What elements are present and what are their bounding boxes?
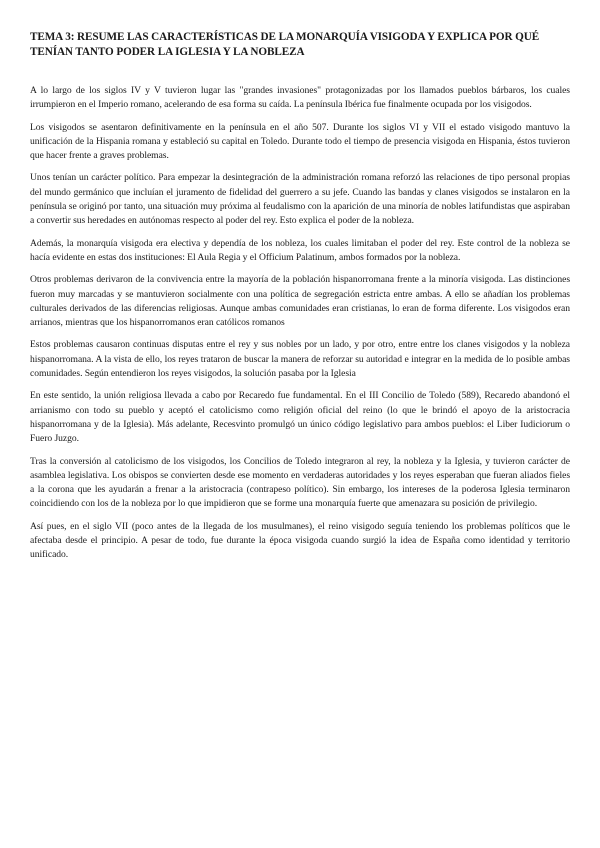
paragraph: A lo largo de los siglos IV y V tuvieron lugar las "grandes invasiones" protagonizadas por los llamados pueblos bárbaros, los cuales irrumpieron en el Imperio romano, acelerando de esa forma su caída. La península Ibérica fue finalmente ocupada por los visigodos. [30,85,570,111]
paragraph: Así pues, en el siglo VII (poco antes de la llegada de los musulmanes), el reino visigodo seguía teniendo los problemas políticos que le afectaba desde el principio. A pesar de todo, fue durante la época visigoda cuando surgió la idea de España como identidad y territorio unificado. [30,520,570,561]
paragraph: Unos tenían un carácter político. Para empezar la desintegración de la administración romana reforzó las relaciones de tipo personal propias del mundo germánico que incluían el juramento de fidelidad del guerrero a su jefe. Cuando las bandas y clanes visigodos se instalaron en la península se originó por tanto, una situación muy próxima al feudalismo con la aparición de una minoría de nobles latifundistas que aspiraban a convertir sus heredades en autónomas respecto al poder del rey. Esto explica el poder de la nobleza. [30,172,570,227]
paragraph: En este sentido, la unión religiosa llevada a cabo por Recaredo fue fundamental. En el III Concilio de Toledo (589), Recaredo abandonó el arrianismo con todo su pueblo y aceptó el catolicismo como religión oficial del reino (lo que le brindó el apoyo de la aristocracia hispanorromana y de la Iglesia). Más adelante, Recesvinto promulgó un único código legislativo para ambos pueblos: el Liber Iudiciorum o Fuero Juzgo. [30,390,570,445]
document-page [30,30,570,571]
paragraph: Los visigodos se asentaron definitivamente en la península en el año 507. Durante los siglos VI y VII el estado visigodo mantuvo la unificación de la Hispania romana y estableció su capital en Toledo. Durante todo el tiempo de presencia visigoda en Hispania, éstos tuvieron que hacer frente a graves problemas. [30,121,570,162]
paragraph: Otros problemas derivaron de la convivencia entre la mayoría de la población hispanorromana frente a la minoría visigoda. Las distinciones fueron muy marcadas y se mantuvieron socialmente con una política de segregación estricta entre ambas. A ello se añadían los problemas culturales derivados de las diferencias religiosas. Aunque ambas comunidades eran cristianas, lo eran de forma diferente. Los visigodos eran arrianos, mientras que los hispanorromanos eran católicos romanos [30,274,570,329]
paragraph: Tras la conversión al catolicismo de los visigodos, los Concilios de Toledo integraron al rey, la nobleza y la Iglesia, y tuvieron carácter de asamblea legislativa. Los obispos se convierten desde ese momento en verdaderas autoridades y los reyes esperaban que fueran aliados fieles a la corona que les ayudarán a frenar a la aristocracia (contrapeso político). Sin embargo, los intereses de la poderosa Iglesia terminaron coincidiendo con los de la nobleza por lo que impidieron que se forme una monarquía fuerte que amenazara su posición de privilegio. [30,455,570,510]
document-title: TEMA 3: RESUME LAS CARACTERÍSTICAS DE LA MONARQUÍA VISIGODA Y EXPLICA POR QUÉ TENÍAN TANTO PODER LA IGLESIA Y LA NOBLEZA [30,31,540,58]
paragraph: Además, la monarquía visigoda era electiva y dependía de los nobleza, los cuales limitaban el poder del rey. Este control de la nobleza se hacía evidente en estas dos instituciones: El Aula Regia y el Officium Palatinum, ambos formados por la nobleza. [30,237,570,263]
paragraph: Estos problemas causaron continuas disputas entre el rey y sus nobles por un lado, y por otro, entre entre los clanes visigodos y la nobleza hispanorromana. A la vista de ello, los reyes trataron de buscar la manera de reforzar su autoridad e integrar en la medida de lo posible ambas comunidades. Según entendieron los reyes visigodos, la solución pasaba por la Iglesia [30,339,570,380]
